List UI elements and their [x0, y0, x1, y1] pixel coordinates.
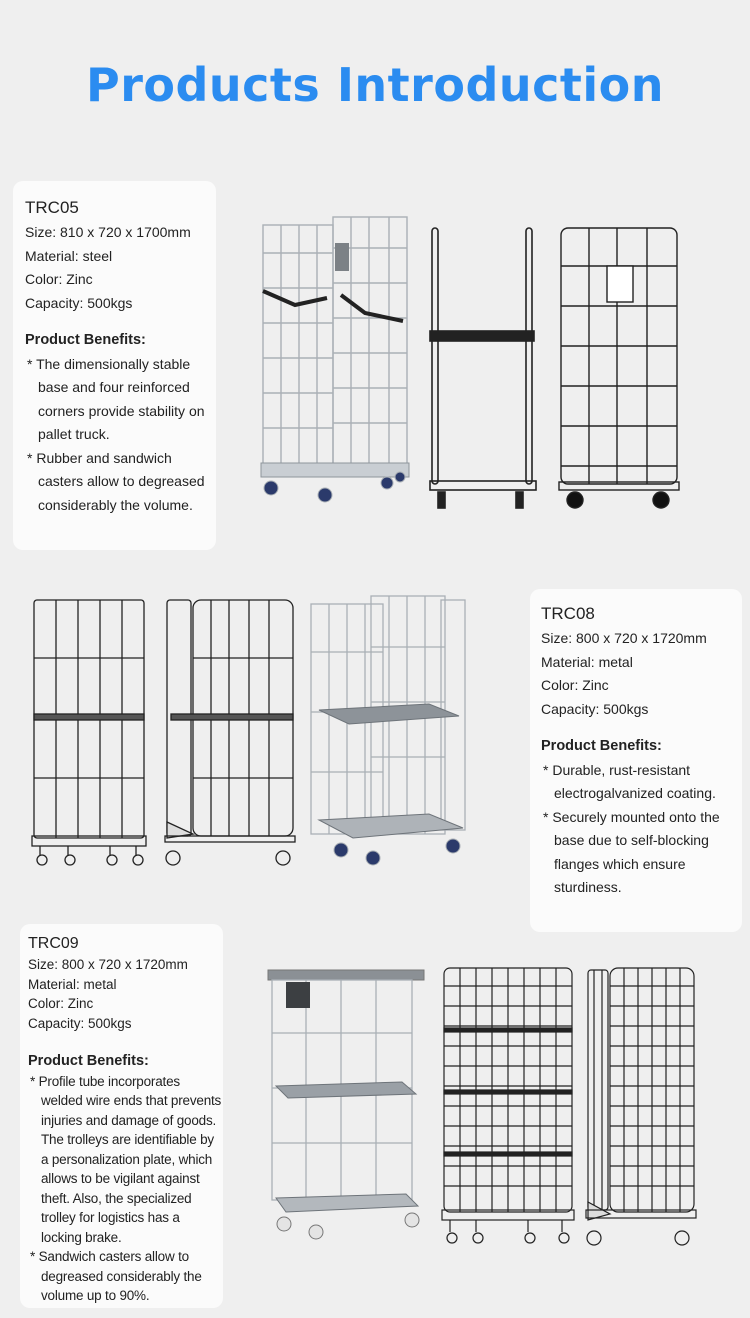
trc08-photo: [305, 592, 470, 867]
trc05-front-drawing: [557, 226, 681, 512]
trc09-front-drawing: [440, 966, 576, 1248]
benefits-heading: Product Benefits:: [25, 332, 146, 348]
product-color: Color: Zinc: [541, 677, 609, 693]
product-capacity: Capacity: 500kgs: [25, 294, 133, 311]
product-card-trc05: [13, 181, 216, 550]
trc09-photo: [266, 968, 430, 1248]
product-material: Material: steel: [25, 247, 113, 264]
trc05-side-drawing: [428, 226, 538, 512]
product-material: Material: metal: [28, 976, 117, 992]
product-card-trc08: [530, 589, 742, 932]
benefit-item: * Sandwich casters allow to degreased considerably the volume up to 90%.: [30, 1249, 202, 1303]
trc08-front-drawing: [30, 598, 148, 868]
trc09-side-drawing: [584, 966, 698, 1248]
product-material: Material: metal: [541, 653, 633, 670]
benefits-heading: Product Benefits:: [541, 738, 662, 754]
product-color: Color: Zinc: [28, 996, 94, 1011]
benefit-item: * Profile tube incorporates welded wire ends that prevents injuries and damage of goods. The trolleys are identifiable by a personalization plate, which allows to be vigilant against theft. Also, the specialized trolley for logistics has a locking brake.: [30, 1073, 222, 1245]
page-title: Products Introduction: [85, 58, 665, 112]
benefit-item: * Securely mounted onto the base due to self-blocking flanges which ensure sturdiness.: [543, 808, 720, 895]
product-code: TRC09: [28, 935, 79, 952]
product-code: TRC08: [541, 604, 595, 623]
benefit-item: * The dimensionally stable base and four reinforced corners provide stability on pallet truck.: [27, 355, 205, 442]
benefit-item: * Durable, rust-resistant electrogalvanized coating.: [543, 761, 716, 801]
product-size: Size: 800 x 720 x 1720mm: [541, 630, 707, 646]
product-color: Color: Zinc: [25, 271, 93, 287]
product-card-trc09: [20, 924, 223, 1308]
product-capacity: Capacity: 500kgs: [28, 1015, 132, 1031]
product-code: TRC05: [25, 198, 79, 217]
trc08-side-drawing: [163, 598, 297, 868]
product-size: Size: 810 x 720 x 1700mm: [25, 224, 191, 240]
product-capacity: Capacity: 500kgs: [541, 700, 649, 717]
trc05-photo: [255, 213, 415, 513]
benefits-heading: Product Benefits:: [28, 1053, 149, 1069]
benefit-item: * Rubber and sandwich casters allow to degreased considerably the volume.: [27, 449, 205, 513]
product-size: Size: 800 x 720 x 1720mm: [28, 957, 188, 972]
